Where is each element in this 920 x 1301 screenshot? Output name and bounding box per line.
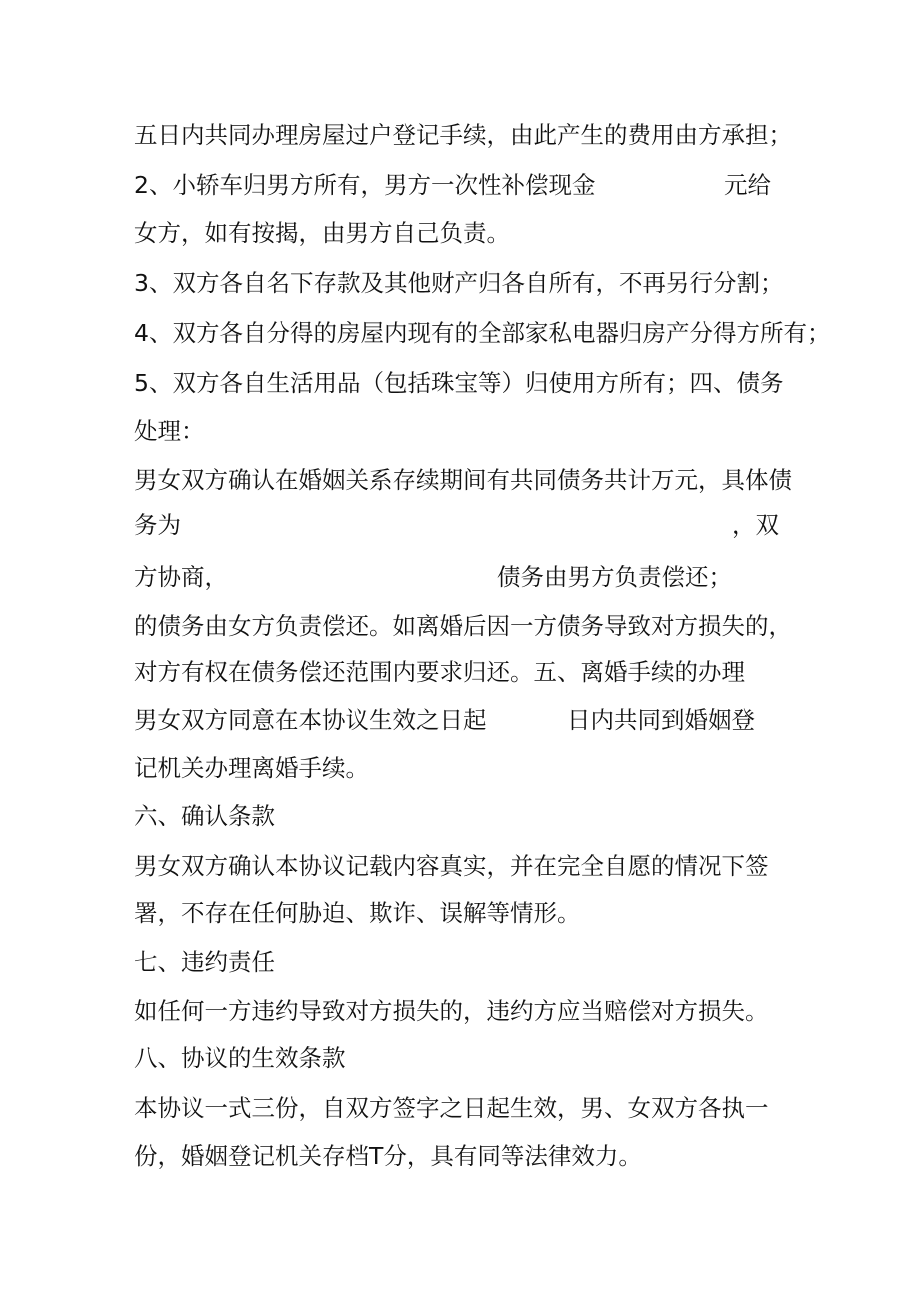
text-line: 如任何一方违约导致对方损失的，违约方应当赔偿对方损失。 <box>134 997 769 1025</box>
text-line: 3、双方各自名下存款及其他财产归各自所有，不再另行分割； <box>134 269 784 297</box>
text-line: 5、双方各自生活用品（包括珠宝等）归使用方所有；四、债务 <box>134 369 784 397</box>
text-line: 五日内共同办理房屋过户登记手续，由此产生的费用由方承担； <box>134 121 792 149</box>
section-heading: 七、违约责任 <box>134 948 275 976</box>
text-line: 方协商， <box>134 563 228 591</box>
text-line: 男女双方确认本协议记载内容真实，并在完全自愿的情况下签 <box>134 852 769 880</box>
text-line: 份，婚姻登记机关存档T分，具有同等法律效力。 <box>134 1142 642 1170</box>
text-line: 男女双方同意在本协议生效之日起 <box>134 706 487 734</box>
text-fragment: ，双 <box>732 511 779 539</box>
text-line: 男女双方确认在婚姻关系存续期间有共同债务共计万元，具体债 <box>134 466 792 494</box>
text-line: 女方，如有按揭，由男方自己负责。 <box>134 219 510 247</box>
text-line: 对方有权在债务偿还范围内要求归还。五、离婚手续的办理 <box>134 658 745 686</box>
text-line: 记机关办理离婚手续。 <box>134 754 369 782</box>
text-line: 处理： <box>134 417 205 445</box>
text-line: 2、小轿车归男方所有，男方一次性补偿现金 <box>134 171 596 199</box>
text-line: 4、双方各自分得的房屋内现有的全部家私电器归房产分得方所有； <box>134 319 831 347</box>
text-fragment: 元给 <box>724 171 771 199</box>
section-heading: 八、协议的生效条款 <box>134 1044 346 1072</box>
section-heading: 六、确认条款 <box>134 802 275 830</box>
text-fragment: 债务由男方负责偿还； <box>497 563 732 591</box>
text-fragment: 日内共同到婚姻登 <box>567 706 755 734</box>
text-line: 署，不存在任何胁迫、欺诈、误解等情形。 <box>134 899 581 927</box>
text-line: 本协议一式三份，自双方签字之日起生效，男、女双方各执一 <box>134 1094 769 1122</box>
text-line: 务为 <box>134 511 181 539</box>
text-line: 的债务由女方负责偿还。如离婚后因一方债务导致对方损失的， <box>134 612 792 640</box>
